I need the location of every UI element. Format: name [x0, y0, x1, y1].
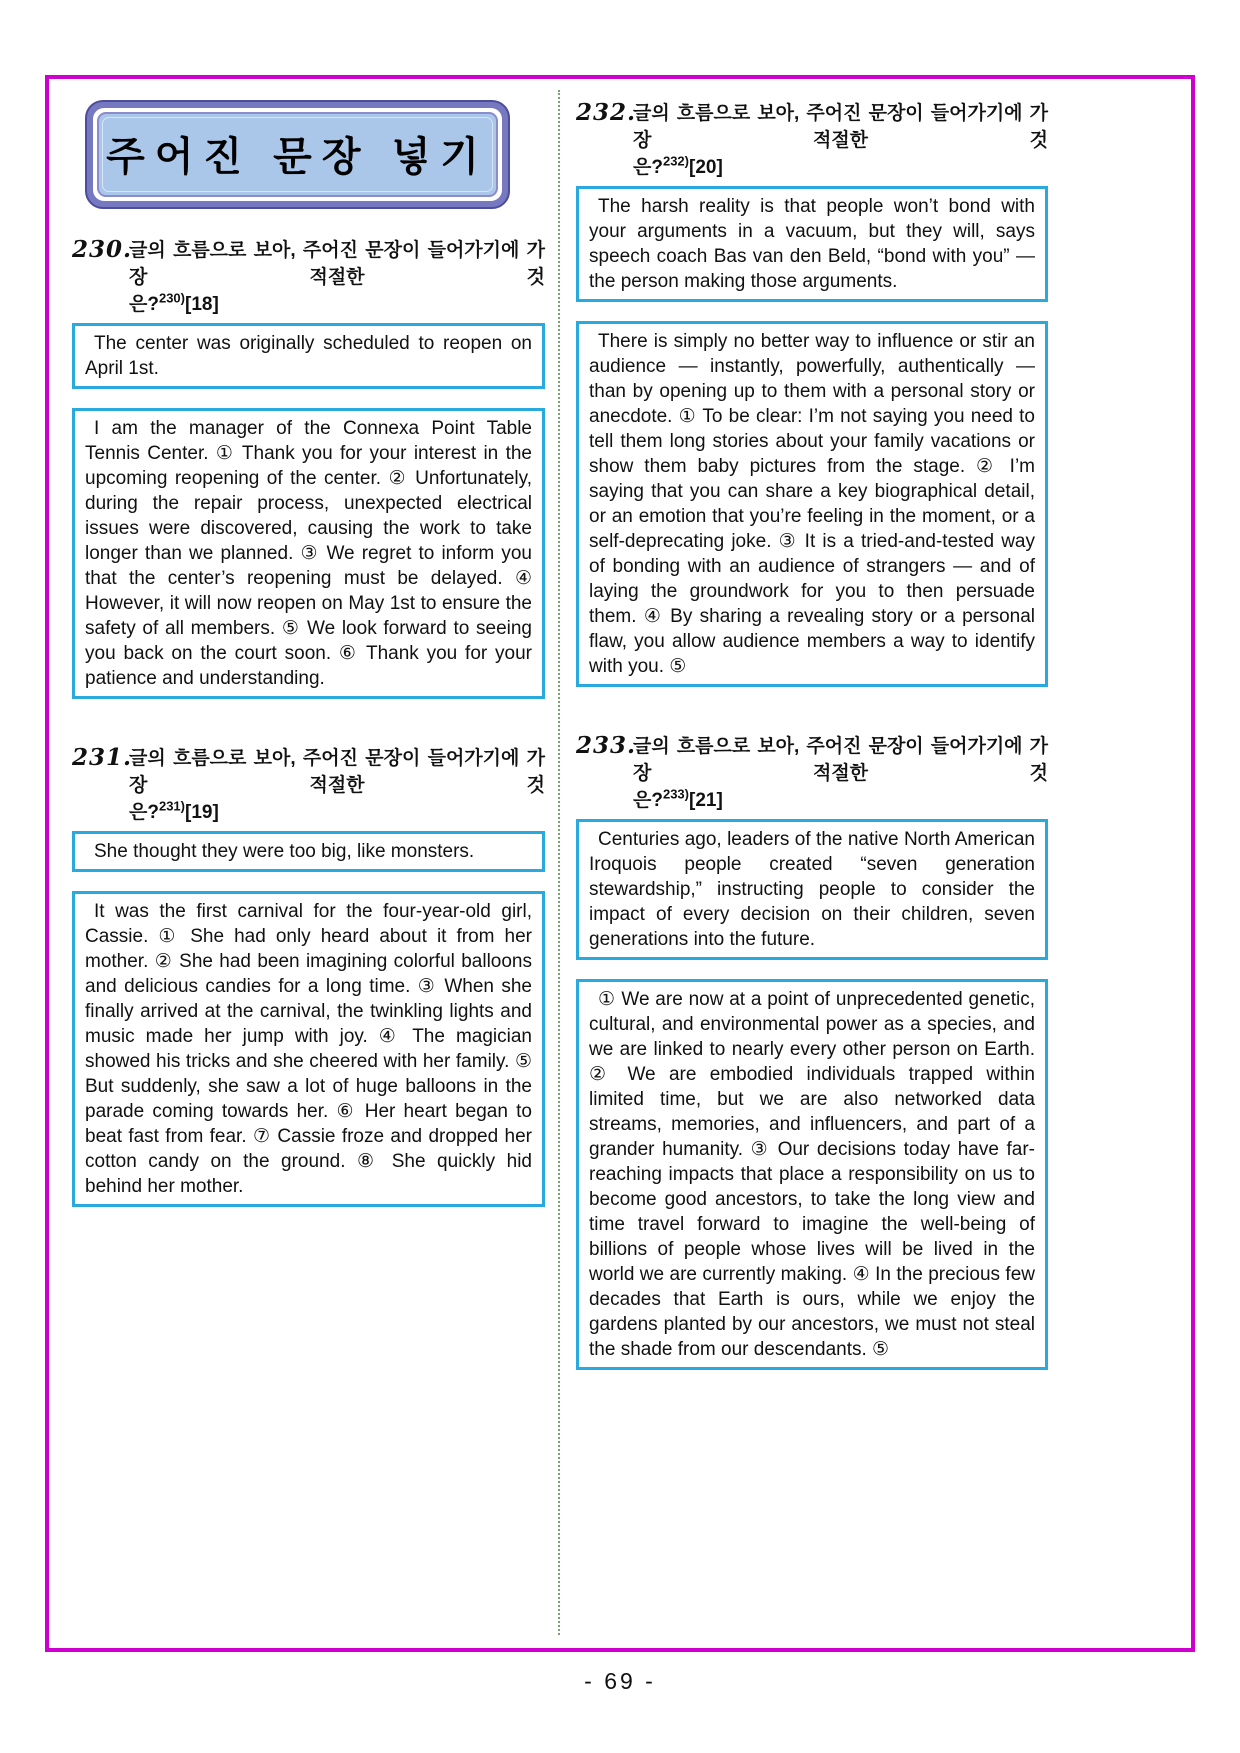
passage-box: There is simply no better way to influence or stir an audience — instantly, powerfully, authentically — than by opening up to them with a personal story or anecdote. ① To be clear: I’m not saying you need to tell them long stories about your family vacations or show them baby pictures from the stage. ② I’m saying that you can share a key biographical detail, or an emotion that you’re feeling in the moment, or a self-deprecating joke. ③ It is a tried-and-tested way of bonding with an audience of strangers — and of laying the groundwork for you to then persuade them. ④ By sharing a revealing story or a personal flaw, you allow audience members a way to identify with you. ⑤: [576, 321, 1048, 687]
source-ref: [18]: [185, 294, 219, 315]
question-number: 230.: [72, 236, 133, 263]
question-block-232: [576, 100, 1048, 687]
footnote-marker: 231): [158, 798, 185, 814]
question-number: 233.: [576, 732, 637, 759]
question-header: [576, 100, 1048, 181]
question-prompt: [633, 100, 1048, 181]
prompt-line2: [129, 291, 545, 318]
question-prompt: [129, 237, 545, 318]
question-header: [576, 733, 1048, 814]
passage-box: It was the first carnival for the four-year-old girl, Cassie. ① She had only heard about it from her mother. ② She had been imagining colorful balloons and delicious candies for a long time. ③ When she finally arrived at the carnival, the twinkling lights and music made her jump with joy. ④ The magician showed his tricks and she cheered with her family. ⑤ But suddenly, she saw a lot of huge balloons in the parade coming towards her. ⑥ Her heart began to beat fast from fear. ⑦ Cassie froze and dropped her cotton candy on the ground. ⑧ She quickly hid behind her mother.: [72, 891, 545, 1207]
prompt-tail: 은?: [129, 802, 159, 823]
question-header: [72, 745, 545, 826]
right-column: [576, 100, 1048, 1370]
prompt-line1: 글의 흐름으로 보아, 주어진 문장이 들어가기에 가장 적절한 것: [633, 103, 1048, 151]
column-divider: [558, 90, 560, 1635]
given-sentence-box: The center was originally scheduled to reopen on April 1st.: [72, 323, 545, 389]
prompt-tail: 은?: [129, 294, 159, 315]
prompt-tail: 은?: [633, 790, 663, 811]
prompt-line2: [633, 154, 1048, 181]
prompt-line2: [129, 799, 545, 826]
question-block-233: [576, 733, 1048, 1370]
question-block-230: [72, 237, 545, 699]
question-prompt: [129, 745, 545, 826]
prompt-line1: 글의 흐름으로 보아, 주어진 문장이 들어가기에 가장 적절한 것: [633, 736, 1048, 784]
source-ref: [20]: [689, 157, 723, 178]
question-prompt: [633, 733, 1048, 814]
title-inner-band: [97, 112, 498, 197]
chapter-title: 주어진 문장 넣기: [102, 117, 493, 192]
title-outer-band: [85, 100, 510, 209]
passage-box: ① We are now at a point of unprecedented genetic, cultural, and environmental power as a species, and we are linked to nearly every other person on Earth. ② We are embodied individuals trapped within limited time, but we are also networked data streams, memories, and influencers, and part of a grander humanity. ③ Our decisions today have far-reaching impacts that place a responsibility on us to become good ancestors, to take the long view and time travel forward to imagine the well-being of billions of people whose lives will be lived in the world we are currently making. ④ In the precious few decades that Earth is ours, while we enjoy the gardens planted by our ancestors, we must not steal the shade from our descendants. ⑤: [576, 979, 1048, 1370]
given-sentence-box: The harsh reality is that people won’t bond with your arguments in a vacuum, but they will, says speech coach Bas van den Beld, “bond with you” — the person making those arguments.: [576, 186, 1048, 302]
given-sentence-box: Centuries ago, leaders of the native North American Iroquois people created “seven generation stewardship,” instructing people to consider the impact of every decision on their children, seven generations into the future.: [576, 819, 1048, 960]
source-ref: [21]: [689, 790, 723, 811]
footnote-marker: 232): [662, 153, 689, 169]
question-header: [72, 237, 545, 318]
prompt-tail: 은?: [633, 157, 663, 178]
left-column: [72, 95, 545, 1207]
passage-box: I am the manager of the Connexa Point Table Tennis Center. ① Thank you for your interest in the upcoming reopening of the center. ② Unfortunately, during the repair process, unexpected electrical issues were discovered, causing the work to take longer than we planned. ③ We regret to inform you that the center’s reopening must be delayed. ④ However, it will now reopen on May 1st to ensure the safety of all members. ⑤ We look forward to seeing you back on the court soon. ⑥ Thank you for your patience and understanding.: [72, 408, 545, 699]
chapter-title-box: [85, 100, 510, 209]
footnote-marker: 233): [662, 786, 689, 802]
question-number: 232.: [576, 99, 637, 126]
prompt-line2: [633, 787, 1048, 814]
source-ref: [19]: [185, 802, 219, 823]
question-number: 231.: [72, 744, 133, 771]
question-block-231: [72, 745, 545, 1207]
page-number: - 69 -: [584, 1668, 656, 1694]
given-sentence-box: She thought they were too big, like monsters.: [72, 831, 545, 872]
title-white-band: [93, 108, 502, 201]
prompt-line1: 글의 흐름으로 보아, 주어진 문장이 들어가기에 가장 적절한 것: [129, 748, 545, 796]
prompt-line1: 글의 흐름으로 보아, 주어진 문장이 들어가기에 가장 적절한 것: [129, 240, 545, 288]
footnote-marker: 230): [158, 290, 185, 306]
